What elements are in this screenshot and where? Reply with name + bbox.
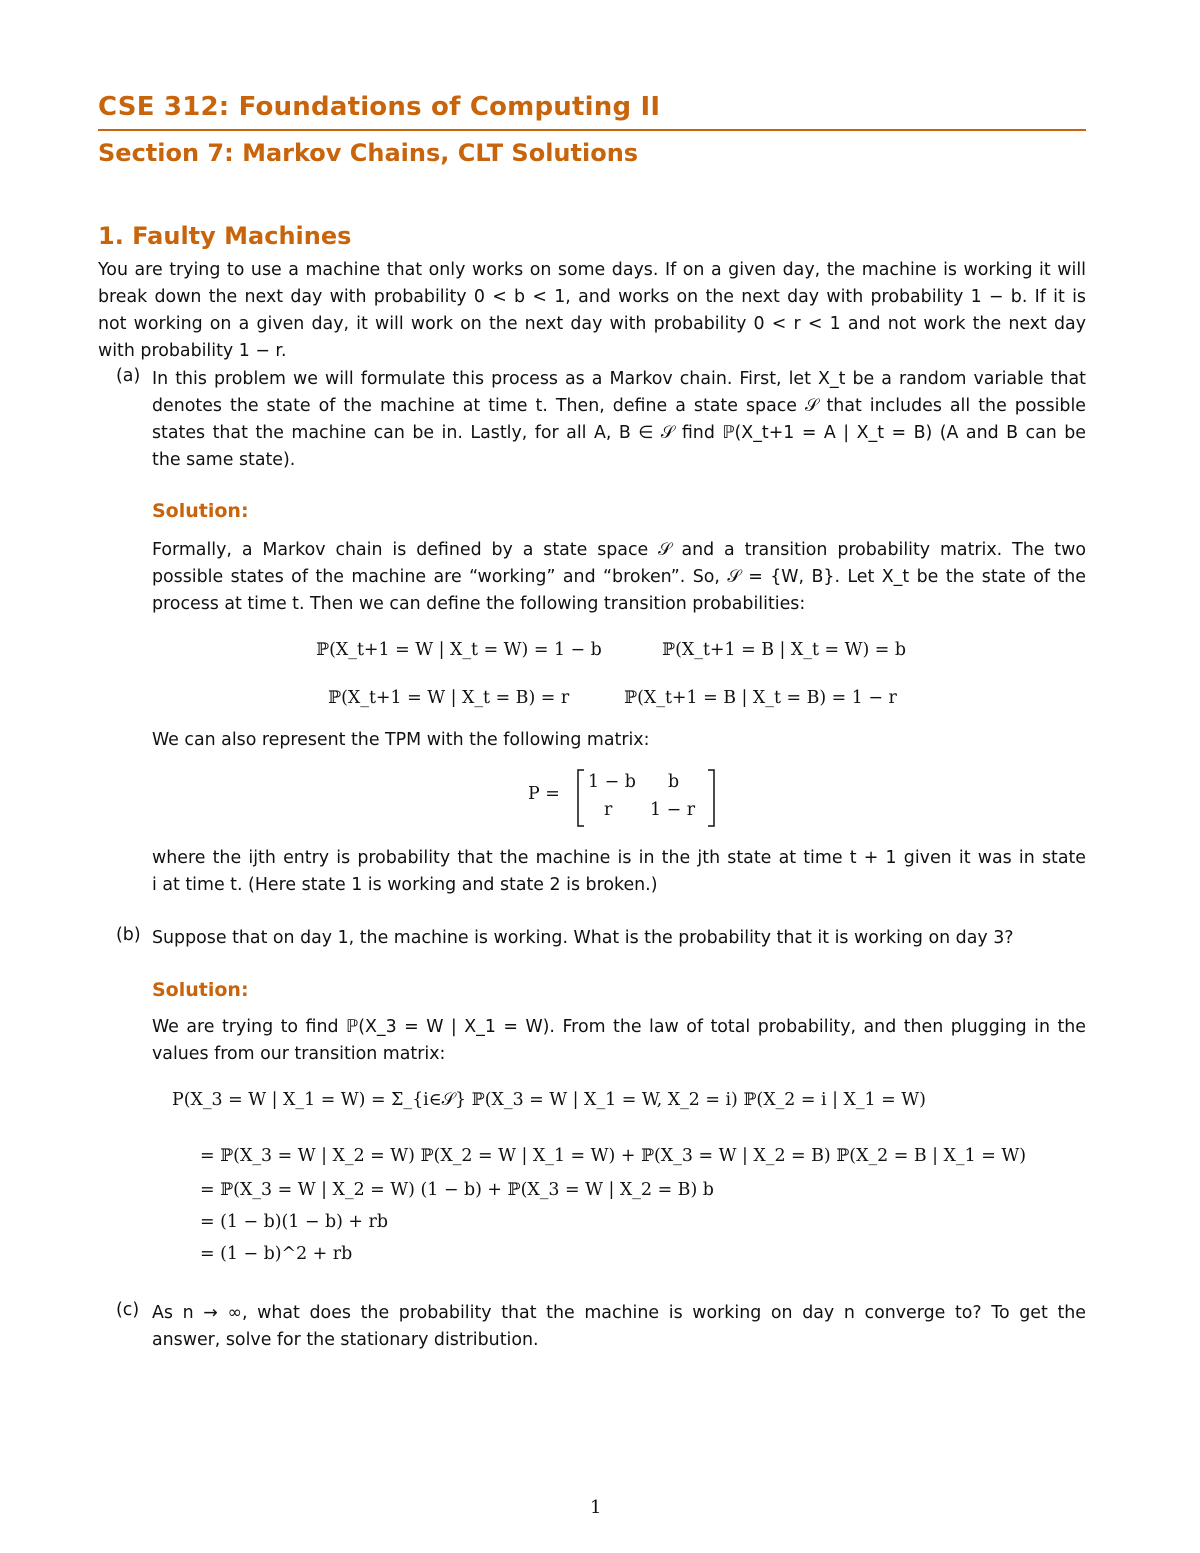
part-a-sol-line-1: Formally, a Markov chain is defined by a state space 𝒮 and a transition probability matrix. The two: [152, 540, 1086, 560]
part-a-line-3: states that the machine can be in. Lastly, for all A, B ∈ 𝒮 find ℙ(X_t+1 = A | X_t = B) (A and B can be: [152, 423, 1086, 443]
part-c-question: [152, 1300, 1086, 1354]
part-a-line-1: In this problem we will formulate this process as a Markov chain. First, let X_t be a random variable that: [152, 369, 1086, 389]
derivation-line-2: = ℙ(X_3 = W | X_2 = W) ℙ(X_2 = W | X_1 = W) + ℙ(X_3 = W | X_2 = B) ℙ(X_2 = B | X_1 = W): [200, 1146, 1026, 1166]
part-c-label: (c): [116, 1300, 140, 1320]
matrix-cell-21: r: [604, 800, 613, 820]
part-b-label: (b): [116, 925, 141, 945]
transition-eq-bw: ℙ(X_t+1 = B | X_t = W) = b: [662, 640, 906, 660]
part-a-line-4: the same state).: [152, 450, 296, 470]
part-a-question: [152, 366, 1086, 474]
derivation-line-3: = ℙ(X_3 = W | X_2 = W) (1 − b) + ℙ(X_3 = W | X_2 = B) b: [200, 1180, 714, 1200]
intro-line-2: break down the next day with probability 0 < b < 1, and works on the next day with probability 1 − b. If it is: [98, 287, 1086, 307]
transition-eq-wb: ℙ(X_t+1 = W | X_t = B) = r: [328, 688, 570, 708]
part-b-solution-text: [152, 1014, 1086, 1068]
matrix-explanation: [152, 845, 1086, 899]
part-a-label: (a): [116, 366, 141, 386]
matrix-cell-11: 1 − b: [588, 772, 636, 792]
intro-line-3: not working on a given day, it will work on the next day with probability 0 < r < 1 and not work the next day: [98, 314, 1086, 334]
intro-line-1: You are trying to use a machine that only works on some days. If on a given day, the machine is working it will: [98, 260, 1086, 280]
part-a-sol-line-3: process at time t. Then we can define the following transition probabilities:: [152, 594, 806, 614]
derivation-line-1: P(X_3 = W | X_1 = W) = Σ_{i∈𝒮} ℙ(X_3 = W | X_1 = W, X_2 = i) ℙ(X_2 = i | X_1 = W): [172, 1090, 926, 1110]
part-b-sol-line-2: values from our transition matrix:: [152, 1044, 446, 1064]
section-title: Section 7: Markov Chains, CLT Solutions: [98, 139, 639, 167]
part-a-solution-label: Solution:: [152, 500, 249, 522]
where-line-2: i at time t. (Here state 1 is working and state 2 is broken.): [152, 875, 658, 895]
problem-intro: [98, 257, 1086, 365]
derivation-line-5: = (1 − b)^2 + rb: [200, 1244, 353, 1264]
part-a-sol-line-2: possible states of the machine are “working” and “broken”. So, 𝒮 = {W, B}. Let X_t be the state of the: [152, 567, 1086, 587]
header-rule: [98, 129, 1086, 131]
page-number: 1: [590, 1497, 602, 1518]
part-b-sol-line-1: We are trying to find ℙ(X_3 = W | X_1 = W). From the law of total probability, and then plugging in the: [152, 1017, 1086, 1037]
intro-line-4: with probability 1 − r.: [98, 341, 287, 361]
tpm-text: We can also represent the TPM with the following matrix:: [152, 730, 650, 750]
part-a-line-2: denotes the state of the machine at time t. Then, define a state space 𝒮 that includes all the possible: [152, 396, 1086, 416]
course-title: CSE 312: Foundations of Computing II: [98, 92, 661, 122]
matrix-cell-12: b: [668, 772, 680, 792]
problem-title: 1. Faulty Machines: [98, 222, 352, 250]
part-a-solution-text: [152, 537, 1086, 618]
matrix-cell-22: 1 − r: [650, 800, 696, 820]
derivation-line-4: = (1 − b)(1 − b) + rb: [200, 1212, 388, 1232]
part-c-line-1: As n → ∞, what does the probability that the machine is working on day n converge to? To get the: [152, 1303, 1086, 1323]
part-b-question: Suppose that on day 1, the machine is working. What is the probability that it is working on day 3?: [152, 928, 1014, 948]
transition-eq-bb: ℙ(X_t+1 = B | X_t = B) = 1 − r: [624, 688, 897, 708]
part-b-solution-label: Solution:: [152, 979, 249, 1001]
matrix-lhs: P =: [528, 784, 560, 804]
where-line-1: where the ijth entry is probability that the machine is in the jth state at time t + 1 given it was in state: [152, 848, 1086, 868]
transition-eq-ww: ℙ(X_t+1 = W | X_t = W) = 1 − b: [316, 640, 602, 660]
part-c-line-2: answer, solve for the stationary distribution.: [152, 1330, 539, 1350]
